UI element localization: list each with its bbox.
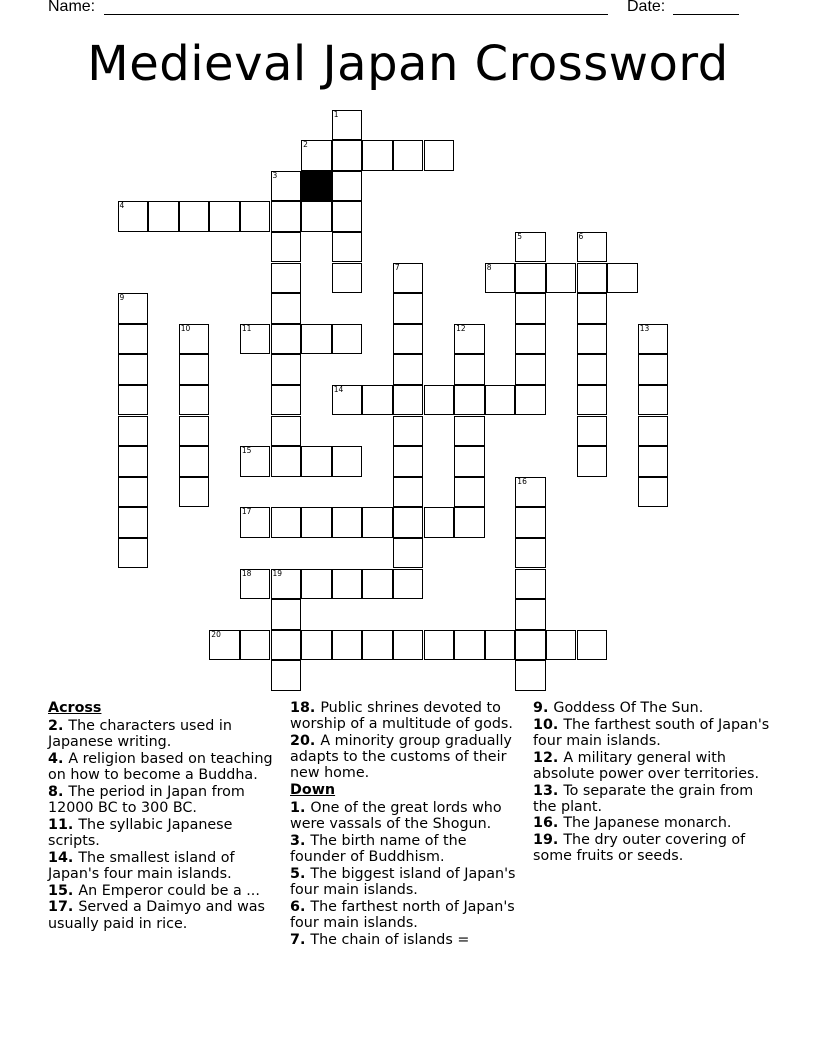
grid-cell[interactable] — [362, 385, 393, 416]
clue-column-1 — [48, 700, 280, 932]
grid-cell[interactable] — [393, 507, 424, 538]
clue-number: 1. — [290, 800, 311, 817]
across-heading: Across — [48, 700, 102, 716]
grid-cell[interactable] — [271, 354, 302, 385]
grid-cell[interactable] — [607, 263, 638, 294]
grid-cell[interactable] — [332, 385, 363, 416]
grid-cell[interactable] — [577, 385, 608, 416]
grid-cell[interactable] — [424, 507, 455, 538]
grid-cell[interactable] — [638, 354, 669, 385]
grid-cell[interactable] — [577, 630, 608, 661]
grid-cell[interactable] — [179, 324, 210, 355]
grid-cell[interactable] — [271, 416, 302, 447]
grid-cell[interactable] — [424, 630, 455, 661]
grid-cell[interactable] — [515, 599, 546, 630]
grid-cell[interactable] — [332, 630, 363, 661]
grid-cell[interactable] — [454, 507, 485, 538]
grid-cell[interactable] — [515, 630, 546, 661]
clue-number: 7. — [290, 931, 311, 948]
grid-cell[interactable] — [301, 201, 332, 232]
grid-cell[interactable] — [179, 201, 210, 232]
cell-number: 11 — [241, 323, 252, 333]
grid-cell[interactable] — [454, 416, 485, 447]
clue-number: 3. — [290, 833, 311, 850]
down-clue: 3. The birth name of the founder of Buddhism. — [290, 833, 467, 866]
grid-cell[interactable] — [393, 140, 424, 171]
grid-cell[interactable] — [638, 324, 669, 355]
grid-cell[interactable] — [515, 660, 546, 691]
grid-cell[interactable] — [148, 201, 179, 232]
cell-number: 19 — [272, 568, 283, 578]
cell-number: 9 — [119, 293, 125, 303]
grid-cell[interactable] — [332, 171, 363, 202]
grid-cell[interactable] — [454, 354, 485, 385]
down-clue: 19. The dry outer covering of some fruits or seeds. — [533, 832, 746, 865]
grid-cell[interactable] — [271, 232, 302, 263]
clue-number: 14. — [48, 849, 79, 866]
across-clue: 2. The characters used in Japanese writing. — [48, 718, 232, 751]
cell-number: 20 — [211, 629, 221, 639]
grid-cell[interactable] — [332, 140, 363, 171]
across-clue: 15. An Emperor could be a ... — [48, 882, 260, 899]
grid-cell[interactable] — [118, 507, 149, 538]
clue-column-2 — [290, 700, 525, 949]
clue-number: 16. — [533, 815, 564, 832]
grid-cell[interactable] — [118, 293, 149, 324]
grid-cell[interactable] — [362, 140, 393, 171]
cell-number: 7 — [394, 262, 400, 272]
grid-cell[interactable] — [515, 354, 546, 385]
grid-cell[interactable] — [515, 324, 546, 355]
grid-cell[interactable] — [301, 446, 332, 477]
across-clue: 14. The smallest island of Japan's four main islands. — [48, 849, 235, 883]
grid-cell[interactable] — [271, 569, 302, 600]
grid-cell[interactable] — [424, 385, 455, 416]
clue-number: 18. — [290, 700, 321, 716]
grid-cell[interactable] — [515, 477, 546, 508]
grid-cell[interactable] — [362, 569, 393, 600]
across-clue: 11. The syllabic Japanese scripts. — [48, 816, 233, 850]
grid-cell[interactable] — [118, 446, 149, 477]
grid-cell[interactable] — [118, 538, 149, 569]
grid-cell[interactable] — [240, 507, 271, 538]
grid-cell[interactable] — [118, 477, 149, 508]
cell-number: 17 — [241, 507, 252, 517]
clue-number: 6. — [290, 898, 311, 915]
grid-cell[interactable] — [362, 507, 393, 538]
clue-number: 8. — [48, 784, 69, 801]
grid-cell[interactable] — [393, 446, 424, 477]
grid-cell[interactable] — [577, 324, 608, 355]
grid-cell[interactable] — [393, 569, 424, 600]
grid-cell[interactable] — [454, 385, 485, 416]
grid-cell[interactable] — [424, 140, 455, 171]
grid-cell[interactable] — [485, 385, 516, 416]
grid-cell[interactable] — [118, 201, 149, 232]
grid-cell[interactable] — [393, 630, 424, 661]
grid-cell[interactable] — [209, 630, 240, 661]
clue-number: 12. — [533, 749, 564, 766]
grid-cell[interactable] — [577, 293, 608, 324]
grid-cell[interactable] — [209, 201, 240, 232]
grid-cell[interactable] — [577, 446, 608, 477]
grid-cell[interactable] — [240, 569, 271, 600]
grid-cell[interactable] — [240, 324, 271, 355]
cell-number: 18 — [241, 568, 252, 578]
grid-cell[interactable] — [638, 446, 669, 477]
grid-cell[interactable] — [240, 446, 271, 477]
grid-cell[interactable] — [515, 538, 546, 569]
cell-number: 8 — [486, 262, 492, 272]
grid-cell[interactable] — [332, 569, 363, 600]
grid-cell[interactable] — [638, 416, 669, 447]
grid-cell[interactable] — [393, 538, 424, 569]
grid-cell[interactable] — [515, 507, 546, 538]
grid-cell[interactable] — [454, 446, 485, 477]
grid-cell[interactable] — [393, 385, 424, 416]
clue-number: 17. — [48, 899, 79, 916]
grid-cell[interactable] — [454, 324, 485, 355]
across-clue: 4. A religion based on teaching on how to become a Buddha. — [48, 751, 273, 784]
across-clue: 8. The period in Japan from 12000 BC to 300 BC. — [48, 784, 245, 817]
black-square — [301, 171, 332, 202]
clue-number: 5. — [290, 866, 311, 883]
down-clue: 16. The Japanese monarch. — [533, 815, 732, 832]
down-clue: 10. The farthest south of Japan's four main islands. — [533, 716, 770, 749]
down-clue: 1. One of the great lords who were vassals of the Shogun. — [290, 800, 502, 833]
grid-cell[interactable] — [393, 263, 424, 294]
down-clue: 13. To separate the grain from the plant. — [533, 782, 754, 815]
grid-cell[interactable] — [393, 293, 424, 324]
down-heading: Down — [290, 782, 336, 799]
grid-cell[interactable] — [271, 660, 302, 691]
grid-cell[interactable] — [271, 171, 302, 202]
grid-cell[interactable] — [332, 507, 363, 538]
grid-cell[interactable] — [301, 324, 332, 355]
grid-cell[interactable] — [454, 477, 485, 508]
grid-cell[interactable] — [393, 416, 424, 447]
grid-cell[interactable] — [393, 354, 424, 385]
cell-number: 6 — [578, 231, 584, 241]
cell-number: 16 — [517, 476, 527, 486]
clue-number: 2. — [48, 718, 69, 735]
cell-number: 10 — [180, 323, 191, 333]
grid-cell[interactable] — [577, 416, 608, 447]
grid-cell[interactable] — [301, 630, 332, 661]
across-clue: 20. A minority group gradually adapts to the customs of their new home. — [290, 732, 512, 782]
grid-cell[interactable] — [546, 630, 577, 661]
cell-number: 3 — [272, 170, 278, 180]
cell-number: 12 — [456, 323, 466, 333]
clue-number: 9. — [533, 700, 554, 716]
grid-cell[interactable] — [577, 232, 608, 263]
grid-cell[interactable] — [118, 354, 149, 385]
grid-cell[interactable] — [118, 416, 149, 447]
grid-cell[interactable] — [179, 416, 210, 447]
grid-cell[interactable] — [577, 263, 608, 294]
grid-cell[interactable] — [332, 263, 363, 294]
down-clue: 9. Goddess Of The Sun. — [533, 700, 704, 716]
grid-cell[interactable] — [271, 385, 302, 416]
grid-cell[interactable] — [118, 385, 149, 416]
cell-number: 14 — [333, 384, 344, 394]
grid-cell[interactable] — [332, 110, 363, 141]
grid-cell[interactable] — [271, 446, 302, 477]
down-clue: 6. The farthest north of Japan's four main islands. — [290, 898, 515, 932]
grid-cell[interactable] — [332, 232, 363, 263]
clue-number: 4. — [48, 751, 69, 768]
clue-column-3 — [533, 700, 773, 865]
grid-cell[interactable] — [271, 630, 302, 661]
grid-cell[interactable] — [485, 263, 516, 294]
grid-cell[interactable] — [393, 324, 424, 355]
name-label: Name: — [48, 0, 96, 15]
grid-cell[interactable] — [271, 201, 302, 232]
grid-cell[interactable] — [332, 324, 363, 355]
grid-cell[interactable] — [638, 477, 669, 508]
grid-cell[interactable] — [240, 630, 271, 661]
clue-number: 20. — [290, 732, 321, 749]
clue-number: 15. — [48, 882, 79, 899]
grid-cell[interactable] — [179, 446, 210, 477]
cell-number: 4 — [119, 201, 125, 211]
grid-cell[interactable] — [546, 263, 577, 294]
grid-cell[interactable] — [271, 263, 302, 294]
page-title: Medieval Japan Crossword — [87, 36, 729, 92]
grid-cell[interactable] — [515, 232, 546, 263]
clue-number: 11. — [48, 816, 79, 833]
grid-cell[interactable] — [393, 477, 424, 508]
down-clue: 12. A military general with absolute power over territories. — [533, 749, 760, 782]
grid-cell[interactable] — [118, 324, 149, 355]
grid-cell[interactable] — [485, 630, 516, 661]
cell-number: 1 — [333, 109, 339, 119]
grid-cell[interactable] — [515, 263, 546, 294]
grid-cell[interactable] — [301, 140, 332, 171]
grid-cell[interactable] — [515, 293, 546, 324]
grid-cell[interactable] — [179, 477, 210, 508]
clue-number: 10. — [533, 716, 564, 733]
cell-number: 15 — [241, 446, 252, 456]
down-clue: 7. The chain of islands = — [290, 931, 470, 948]
down-clue: 5. The biggest island of Japan's four main islands. — [290, 866, 516, 899]
clue-number: 13. — [533, 782, 564, 799]
grid-cell[interactable] — [179, 354, 210, 385]
grid-cell[interactable] — [638, 385, 669, 416]
grid-cell[interactable] — [301, 569, 332, 600]
grid-cell[interactable] — [271, 507, 302, 538]
grid-cell[interactable] — [271, 324, 302, 355]
clue-number: 19. — [533, 832, 564, 849]
grid-cell[interactable] — [515, 569, 546, 600]
across-clue: 18. Public shrines devoted to worship of a multitude of gods. — [290, 700, 513, 733]
date-label: Date: — [627, 0, 666, 15]
grid-cell[interactable] — [515, 385, 546, 416]
cell-number: 13 — [639, 323, 650, 333]
grid-cell[interactable] — [240, 201, 271, 232]
grid-cell[interactable] — [332, 446, 363, 477]
across-clue: 17. Served a Daimyo and was usually paid in rice. — [48, 899, 266, 932]
grid-cell[interactable] — [271, 599, 302, 630]
cell-number: 2 — [303, 140, 308, 150]
grid-cell[interactable] — [454, 630, 485, 661]
grid-cell[interactable] — [577, 354, 608, 385]
cell-number: 5 — [517, 231, 523, 241]
grid-cell[interactable] — [179, 385, 210, 416]
grid-cell[interactable] — [271, 293, 302, 324]
grid-cell[interactable] — [362, 630, 393, 661]
grid-cell[interactable] — [332, 201, 363, 232]
grid-cell[interactable] — [301, 507, 332, 538]
